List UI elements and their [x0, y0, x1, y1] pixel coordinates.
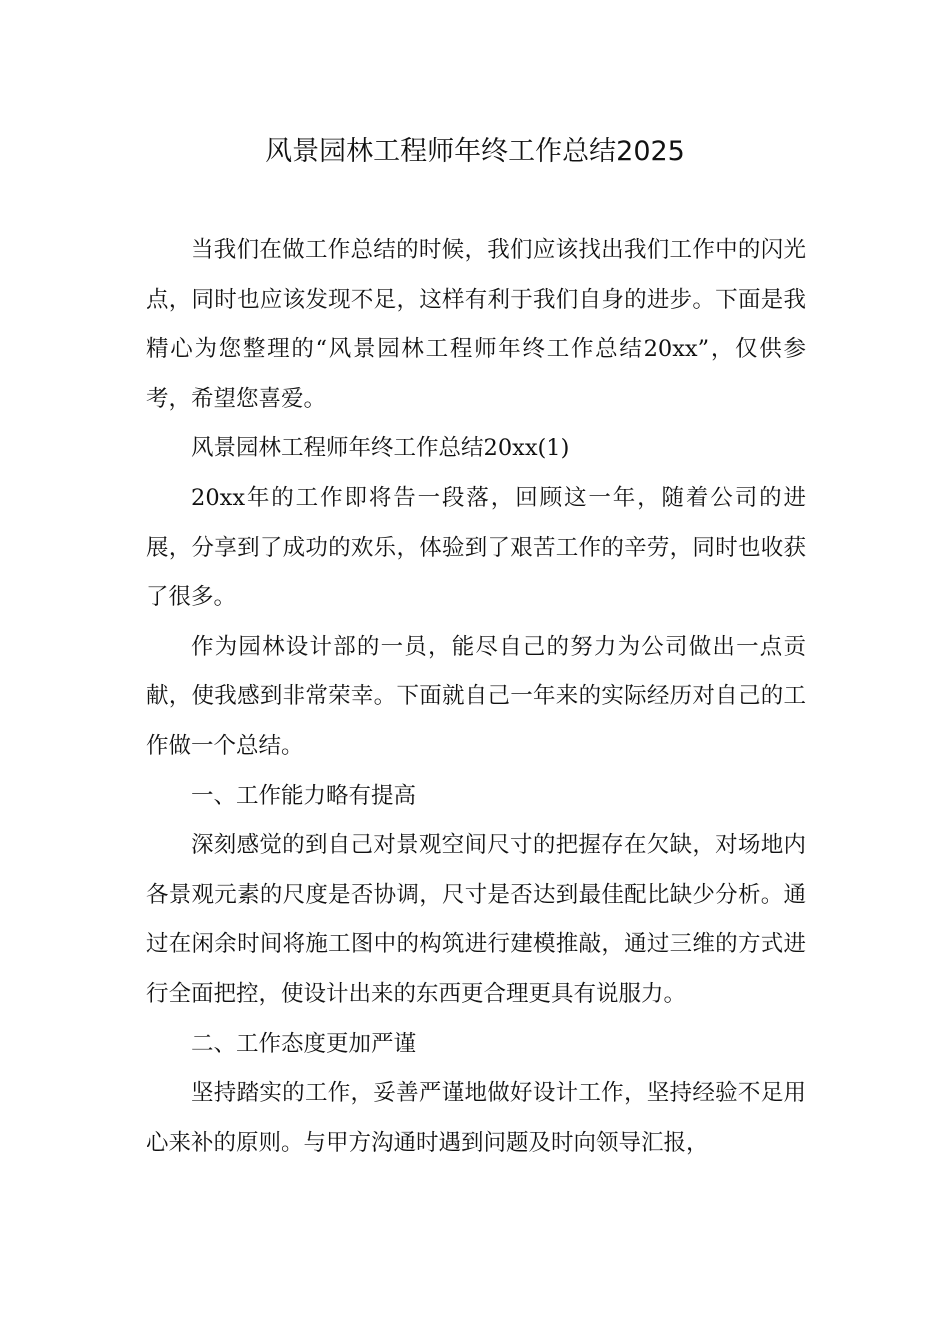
document-title: 风景园林工程师年终工作总结2025 [265, 136, 685, 167]
intro-paragraph: 当我们在做工作总结的时候，我们应该找出我们工作中的闪光点，同时也应该发现不足，这样有利于我们自身的进步。下面是我精心为您整理的“风景园林工程师年终工作总结20xx”，仅供参考，希望您喜爱。 [146, 237, 806, 412]
body-paragraph: 作为园林设计部的一员，能尽自己的努力为公司做出一点贡献，使我感到非常荣幸。下面就自己一年来的实际经历对自己的工作做一个总结。 [146, 633, 806, 759]
section-title: 风景园林工程师年终工作总结20xx(1) [191, 435, 570, 462]
body-paragraph: 坚持踏实的工作，妥善严谨地做好设计工作，坚持经验不足用心来补的原则。与甲方沟通时遇到问题及时向领导汇报， [146, 1080, 806, 1156]
body-paragraph: 20xx年的工作即将告一段落，回顾这一年，随着公司的进展，分享到了成功的欢乐，体验到了艰苦工作的辛劳，同时也收获了很多。 [146, 484, 806, 611]
subheading-ability: 一、工作能力略有提高 [191, 782, 417, 809]
body-paragraph: 深刻感觉的到自己对景观空间尺寸的把握存在欠缺，对场地内各景观元素的尺度是否协调，尺寸是否达到最佳配比缺少分析。通过在闲余时间将施工图中的构筑进行建模推敲，通过三维的方式进行全面把控，使设计出来的东西更合理更具有说服力。 [146, 832, 806, 1007]
subheading-attitude: 二、工作态度更加严谨 [191, 1030, 417, 1057]
document-body [146, 226, 806, 1168]
